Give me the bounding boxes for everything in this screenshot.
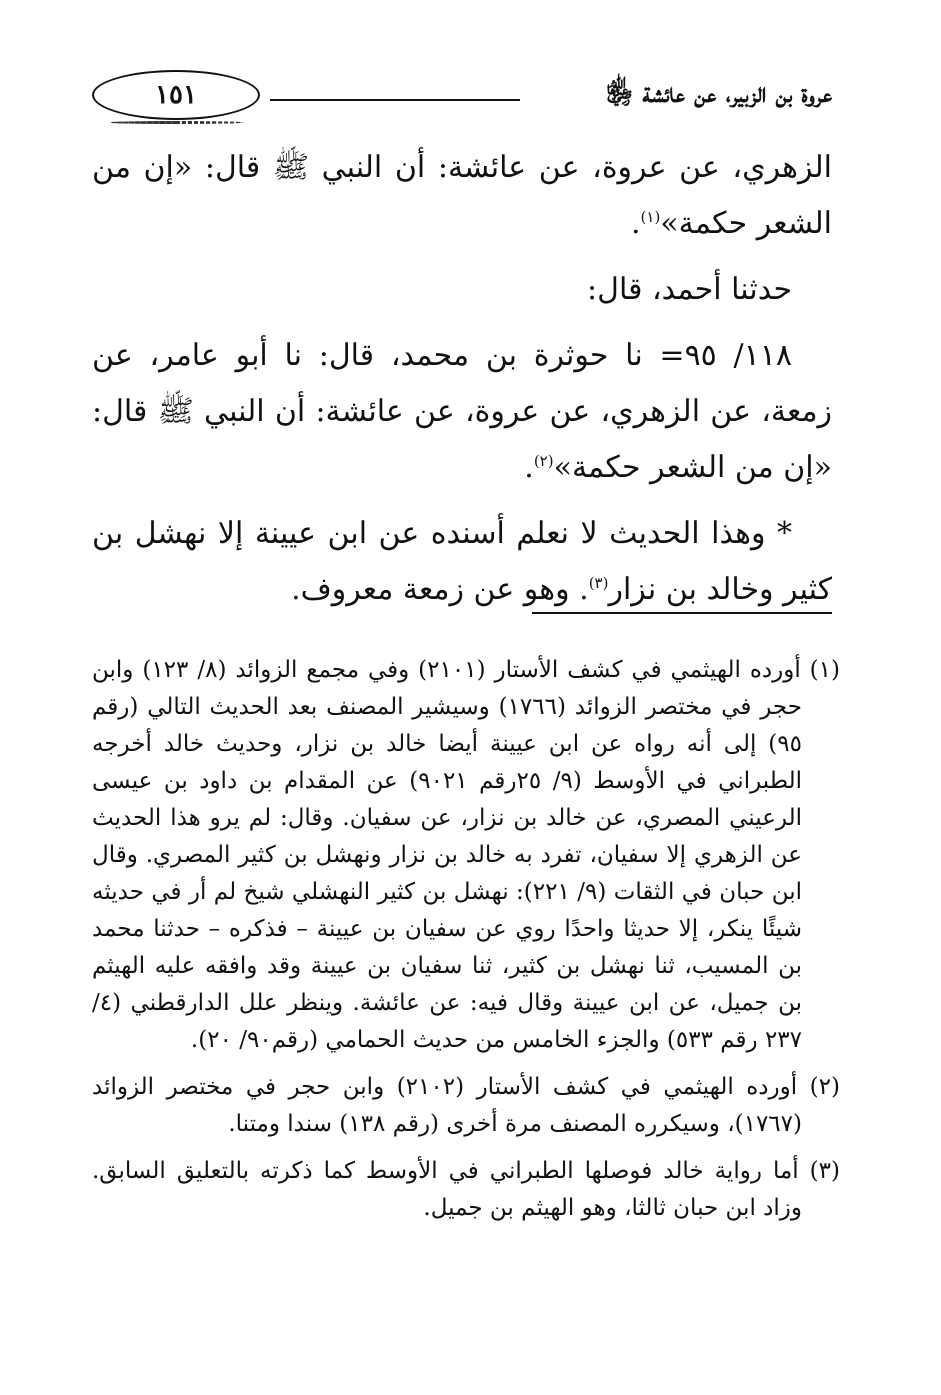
footnote-separator <box>532 612 832 614</box>
footnote-2: (٢) أورده الهيثمي في كشف الأستار (٢١٠٢) وابن حجر في مختصر الزوائد (١٧٦٧)، وسيكرره المصنف مرة أخرى (رقم ١٣٨) سندا ومتنا. <box>92 1074 840 1137</box>
header-title: عروة بن الزبير، عن عائشة ﵂ <box>605 78 832 109</box>
paragraph-2: حدثنا أحمد، قال: <box>587 272 792 307</box>
paragraph-4-text-a: * وهذا الحديث لا نعلم أسنده عن ابن عيينة إلا نهشل بن كثير وخالد بن نزار <box>92 516 832 607</box>
paragraph-1-end: . <box>630 206 641 241</box>
main-text <box>92 140 832 628</box>
paragraph-1 <box>92 140 832 252</box>
footnote-ref-2[interactable]: (٢) <box>533 452 554 470</box>
paragraph-4 <box>92 506 832 618</box>
paragraph-1-text: الزهري، عن عروة، عن عائشة: أن النبي ﷺ قال: «إن من الشعر حكمة» <box>92 150 832 241</box>
page-number: ١٥١ <box>155 80 197 110</box>
footnote-1: (١) أورده الهيثمي في كشف الأستار (٢١٠١) وفي مجمع الزوائد (٨/ ١٢٣) وابن حجر في مختصر الزوائد (١٧٦٦) وسيشير المصنف بعد الحديث التالي (رقم ٩٥) إلى أنه رواه عن ابن عيينة أيضا خالد بن نزار، وحديث خالد أخرجه الطبراني في الأوسط (٩/ ٢٥رقم ٩٠٢١) عن المقدام بن داود بن عيسى الرعيني المصري، عن خالد بن نزار، عن سفيان. وقال: لم يرو هذا الحديث عن الزهري إلا سفيان، تفرد به خالد بن نزار ونهشل بن كثير المصري. وقال ابن حبان في الثقات (٩/ ٢٢١): نهشل بن كثير النهشلي شيخ لم أر في حديثه شيئًا ينكر، إلا حديثا واحدًا روي عن سفيان بن عيينة – فذكره – حدثنا محمد بن المسيب، ثنا نهشل بن كثير، ثنا سفيان بن عيينة وقد وافقه عليه الهيثم بن جميل، عن ابن عيينة وقال فيه: عن عائشة. وينظر علل الدارقطني (٤/ ٢٣٧ رقم ٥٣٣) والجزء الخامس من حديث الحمامي (رقم٩٠/ ٢٠). <box>92 657 840 1053</box>
footnotes <box>92 652 840 1237</box>
page-number-badge <box>92 70 260 120</box>
footnote-3: (٣) أما رواية خالد فوصلها الطبراني في الأوسط كما ذكرته بالتعليق السابق. وزاد ابن حبان ثالثا، وهو الهيثم بن جميل. <box>92 1158 840 1221</box>
header-rule <box>270 99 520 101</box>
paragraph-3-text: ١١٨/ ٩٥= نا حوثرة بن محمد، قال: نا أبو عامر، عن زمعة، عن الزهري، عن عروة، عن عائشة: أن النبي ﷺ قال: «إن من الشعر حكمة» <box>92 338 832 485</box>
footnote-ref-1[interactable]: (١) <box>640 208 661 226</box>
paragraph-3 <box>92 328 832 496</box>
running-header <box>92 70 832 130</box>
paragraph-3-end: . <box>524 450 534 485</box>
footnote-ref-3[interactable]: (٣) <box>588 574 609 592</box>
paragraph-4-text-b: . وهو عن زمعة معروف. <box>291 572 589 607</box>
